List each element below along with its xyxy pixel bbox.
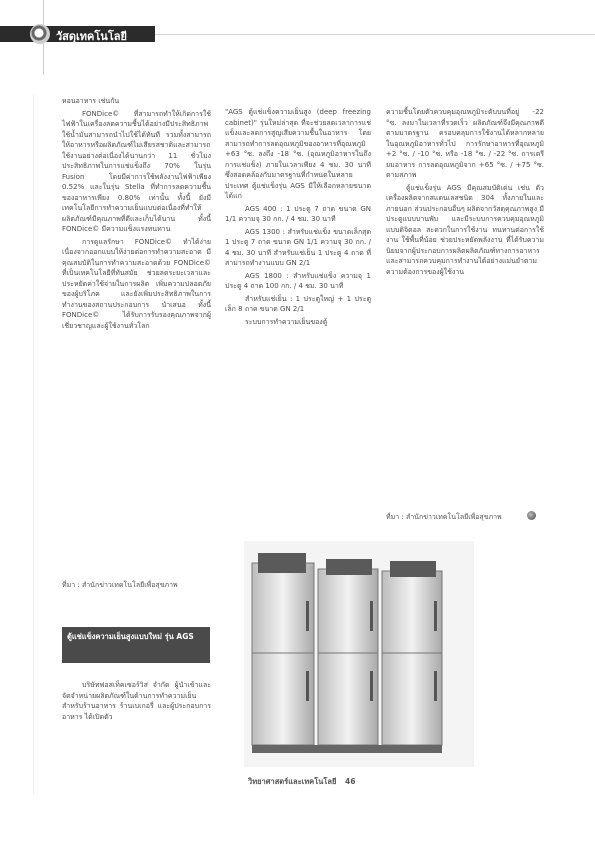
paragraph: ความชื้นโดยตัวควบคุมอุณหภูมิระดับบนที่อยู่ -22 °ซ. ลงมาในเวลาที่รวดเร็ว ผลิตภัณฑ์จึงมีคุณภาพดีตามมาตรฐาน ครอบคลุมการใช้งานได้หลากหลาย ในอุณหภูมิอาหารทั่วไป การรักษาอาหารที่อุณหภูมิ +2 °ซ. / -10 °ซ. หรือ -18 °ซ. / -22 °ซ. การเตรียมอาหาร การลดอุณหภูมิจาก +65 °ซ. / +75 °ซ. ตามสภาพ [386,108,544,179]
footer-text: วิทยาศาสตร์และเทคโนโลยี [248,777,337,786]
article-heading-box: ตู้แช่แข็งความเย็นสูงแบบใหม่ รุ่น AGS [62,627,210,663]
spec-paragraph: AGS 400 : 1 ประตู 7 ถาด ขนาด GN 1/1 ความจุ 30 กก. / 4 ชม. 30 นาที [225,204,371,223]
source-credit-2: ที่มา : สำนักข่าวเทคโนโลยีเพื่อสุขภาพ [386,513,502,521]
page-margin-line [33,95,34,795]
text-column-3 [386,107,544,279]
text-column-2 [225,107,371,329]
paragraph: ตู้แช่แข็งรุ่น AGS มีคุณสมบัติเด่น เช่น ตัวเครื่องผลิตจากสแตนเลสชนิด 304 ทั้งภายในและภายนอก ส่วนประกอบอื่นๆ ผลิตจากวัสดุคุณภาพสูง มีประตูแบบบานพับ และมีระบบการควบคุมอุณหภูมิแบบดิจิตอล สะดวกในการใช้งาน ทนทานต่อการใช้งาน ใช้พื้นที่น้อย ช่วยประหยัดพลังงาน ที่ได้รับความนิยมจากผู้ประกอบการผลิตผลิตภัณฑ์ทางการอาหาร และสามารถควบคุมการทำงานได้อย่างแม่นยำตามความต้องการของผู้ใช้งาน [386,183,544,276]
paragraph: "AGS ตู้แช่แข็งความเย็นสูง (deep freezing cabinet)" รุ่นใหม่ล่าสุด ที่จะช่วยลดเวลาการแช่แข็งและลดการสูญเสียความชื้นในอาหาร โดยสามารถทำการลดอุณหภูมิของอาหารที่อุณหภูมิ +63 °ซ. ลงถึง -18 °ซ. (อุณหภูมิอาหารในถึงการแช่แข็ง) ภายในเวลาเพียง 4 ชม. 30 นาที ซึ่งสอดคล้องกับมาตรฐานที่กำหนดในหลายประเทศ ตู้แช่แข็งรุ่น AGS มีให้เลือกหลายขนาด ได้แก่ [225,108,371,200]
page-number: 46 [345,777,356,786]
paragraph: หอนอาหาร เช่นกัน [62,97,120,105]
paragraph: FONDice© ที่สามารถทำให้เกิดการใช้ไฟฟ้าในเครื่องลดความชื้นได้อย่างมีประสิทธิภาพ ใช้น้ำมันสามารถนำไปใช้ได้ทันที รวมทั้งสามารถให้อาหารหรือผลิตภัณฑ์ไม่เสียรสชาติและสามารถใช้งานอย่างต่อเนื่องได้นานกว่า 11 ชั่วโมง ประสิทธิภาพในการแช่แข็งถึง 70% ในรุ่น Fusion โดยมีค่าการใช้พลังงานไฟฟ้าเพียง 0.52% และในรุ่น Stella ที่ทำการลดความชื้นของอาหารเพียง 0.80% เท่านั้น ทั้งนี้ ยังมีเทคโนโลยีการทำความเย็นแบบต่อเนื่องที่ทำให้ผลิตภัณฑ์มีคุณภาพที่ดีและเก็บได้นาน ทั้งนี้ FONDice© มีความแข็งแรงทนทาน [62,109,211,233]
spec-paragraph: AGS 1300 : สำหรับแช่แข็ง ขนาดเล็กสุด 1 ประตู 7 ถาด ขนาด GN 1/1 ความจุ 30 กก. / 4 ชม. 30 นาที สำหรับแช่เย็น 1 ประตู 4 ถาด ที่สามารถทำงานแบบ GN 2/1 [225,227,371,267]
bullet-circle-icon [527,511,536,520]
paragraph: ระบบการทำความเย็นของตู้ [245,317,328,326]
spec-paragraph: สำหรับแช่เย็น : 1 ประตูใหญ่ + 1 ประตูเล็ก 8 ถาด ขนาด GN 2/1 [225,294,371,313]
spec-paragraph: AGS 1800 : สำหรับแช่แข็ง ความจุ 1 ประตู 4 ถาด 100 กก. / 4 ชม. 30 นาที [225,271,371,290]
text-column-1 [62,96,211,333]
text-column-1-bottom [62,680,211,724]
target-circle-icon [30,24,50,44]
freezer-cabinet-image [244,541,474,767]
source-credit-1: ที่มา : สำนักข่าวเทคโนโลยีเพื่อสุขภาพ [62,581,178,589]
page-footer [248,776,355,788]
section-title: วัสดุเทคโนโลยี [56,30,127,43]
paragraph: การดูแลรักษา FONDice© ทำได้ง่าย เนื่องจากออกแบบให้ง่ายต่อการทำความสะอาด มีคุณสมบัติในการทำความสะอาดด้วย FONDice© ที่เป็นเทคโนโลยีที่ทันสมัย ช่วยลดระยะเวลาและประหยัดค่าใช้จ่ายในการผลิต เพิ่มความปลอดภัยของผู้บริโภค และยังเพิ่มประสิทธิภาพในการทำงานของสถานประกอบการ นำเสนอ ทั้งนี้ FONDice© ได้รับการรับรองคุณภาพจากผู้เชี่ยวชาญและผู้ใช้งานทั่วโลก [62,237,211,330]
paragraph: บริษัทฟอสเท็คเซอร์วิส จำกัด ผู้นำเข้าและจัดจำหน่ายผลิตภัณฑ์ในด้านการทำความเย็นสำหรับร้านอาหาร ร้านเบเกอรี่ และผู้ประกอบการอาหาร ได้เปิดตัว [62,681,211,721]
